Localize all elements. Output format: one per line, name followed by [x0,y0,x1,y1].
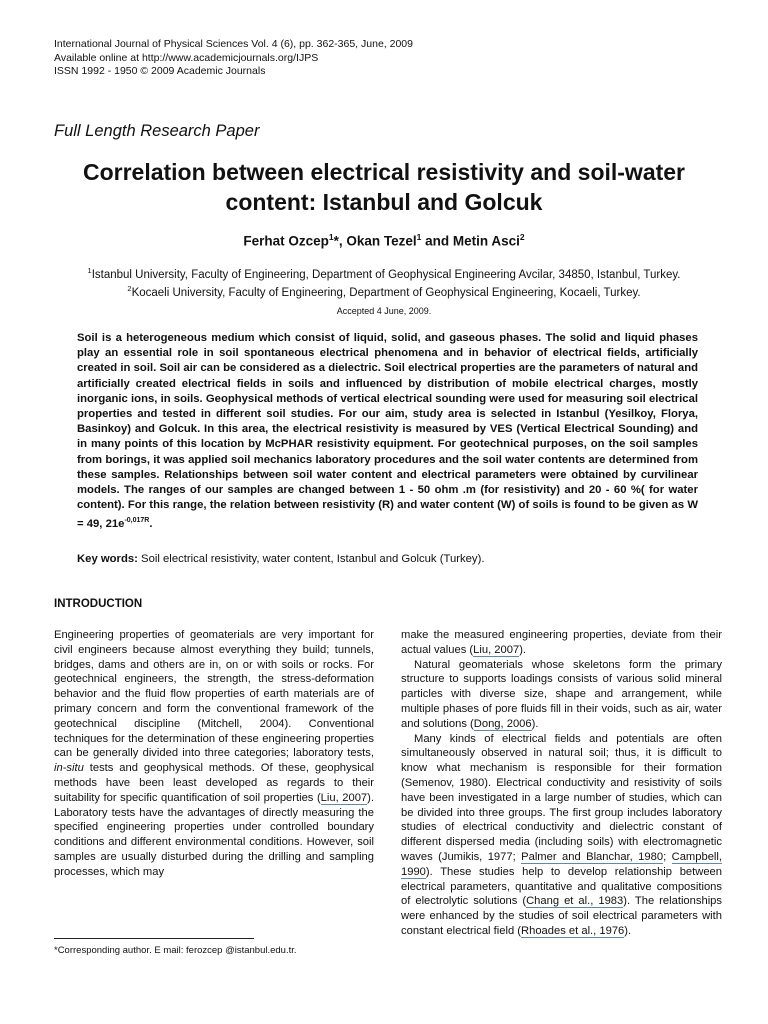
citation-link[interactable]: Liu, 2007 [320,791,368,804]
author-3: Metin Asci [452,233,520,249]
footnote: *Corresponding author. E mail: ferozcep @istanbul.edu.tr. [54,945,297,956]
paragraph [401,628,722,658]
abstract-text: Soil is a heterogeneous medium which consist of liquid, solid, and gaseous phases. The solid and liquid phases play an essential role in soil spontaneous electrical phenomena and in behavior of electrical fields, artificially created in soil. Soil air can be considered as a dielectric. Soil electrical properties are the parameters of natural and artificially created electrical fields in soils and influenced by distribution of mobile electrical charges, mostly inorganic ions, in soils. Geophysical methods of vertical electrical sounding were used for measuring soil electrical properties and tested in different soil studies. For our aim, study area is selected in Istanbul (Yesilkoy, Florya, Basinkoy) and Golcuk. In this area, the electrical resistivity is measured by VES (Vertical Electrical Sounding) and in many points of this location by McPHAR resistivity equipment. For geotechnical purposes, on the soil samples from borings, it was applied soil mechanics laboratory procedures and the soil water contents are determined from these samples. Relationships between soil water content and electrical parameters were obtained by curvilinear models. The ranges of our samples are changed between 1 - 50 ohm .m (for resistivity) and 20 - 60 %( for water content). For this range, the relation between resistivity (R) and water content (W) of soils is found to be given as W = 49, 21e [77,332,698,531]
right-column [401,628,722,939]
text-run: ). [531,717,539,730]
author-conjunction: and [421,233,453,249]
title-line-1: Correlation between electrical resistivity and soil-water [82,159,686,185]
affiliation-1-text: Istanbul University, Faculty of Engineering, Department of Geophysical Engineering Avcilar, 34850, Istanbul, Turkey. [91,268,681,281]
citation-link[interactable]: Chang et al., 1983 [526,895,624,908]
author-1-affil: 1 [328,232,334,242]
section-heading-introduction: INTRODUCTION [54,598,143,610]
accepted-date: Accepted 4 June, 2009. [336,306,432,316]
citation-link[interactable]: Rhoades et al., 1976 [521,924,625,937]
author-3-affil: 2 [519,232,525,242]
affiliation-1-mark: 1 [87,266,92,275]
affiliation-2-mark: 2 [127,284,132,294]
author-1: Ferhat Ozcep [243,233,329,249]
text-run: Engineering properties of geomaterials are very important for civil engineers because almost everything they build; tunnels, bridges, dams and others are in, on or with soils or rocks. For geotechnical engineers, the strength, the stress-deformation behavior and the fluid flow properties of earth materials are of primary concern and form the conventional framework of the geotechnical discipline (Mitchell, 2004). Conventional techniques for the determination of these engineering properties can be generally divided into three categories; laboratory tests, [54,629,374,760]
affiliations [0,264,768,301]
paragraph [401,732,722,939]
journal-issn: ISSN 1992 - 1950 © 2009 Academic Journals [54,65,266,77]
text-run: Natural geomaterials whose skeletons form the primary structure to supports loadings consists of various solid mineral particles with diverse size, shape and arrangement, while multiple phases of pore fluids fill in their voids, such as air, water and solutions ( [401,658,722,730]
paper-type: Full Length Research Paper [54,122,260,140]
abstract [77,331,698,532]
paragraph [54,628,374,880]
journal-citation: International Journal of Physical Sciences Vol. 4 (6), pp. 362-365, June, 2009 [54,38,413,50]
text-run: ). These studies help to develop relationship between electrical parameters, quantitative and qualitative compositions of electrolytic solutions ( [401,865,722,908]
paragraph [401,658,722,732]
text-run: tests and geophysical methods. Of these, geophysical methods have been least developed as regards to their suitability for specific quantification of soil properties ( [54,762,374,804]
text-run: Many kinds of electrical fields and potentials are often simultaneously observed in natural soil; thus, it is difficult to know what mechanism is responsible for their formation (Semenov, 1980). Electrical conductivity and resistivity of soils have been investigated in a large number of studies, which can be divided into three groups. The first group includes laboratory studies of electrical conductivity and dielectric constant of different dispersed media (including soils) with electromagnetic waves (Jumikis, 1977; [401,732,722,863]
author-2-affil: 1 [416,232,422,242]
text-run: ; [663,850,672,863]
text-run: ). [519,643,527,656]
title-line-2: content: Istanbul and Golcuk [225,189,543,215]
footnote-divider [54,938,254,939]
abstract-exponent: -0,017R [124,517,150,525]
keywords-text: Soil electrical resistivity, water content, Istanbul and Golcuk (Turkey). [137,553,485,565]
journal-header [54,38,413,79]
keywords-label: Key words: [77,553,138,565]
citation-link[interactable]: Palmer and Blanchar, 1980 [521,850,664,863]
affiliation-2-text: Kocaeli University, Faculty of Engineering, Department of Geophysical Engineering, Kocaeli, Turkey. [131,287,641,300]
italic-term: in-situ [54,762,84,775]
keywords [77,553,698,565]
affiliation-2 [0,282,768,300]
citation-link[interactable]: Campbell, 1990 [401,850,722,878]
left-column [54,628,374,880]
author-list [0,232,768,249]
citation-link[interactable]: Liu, 2007 [473,643,520,656]
text-run: ). Laboratory tests have the advantages of directly measuring the specified engineering properties under controlled boundary conditions and different environmental conditions. However, soil samples are usually disturbed during the drilling and sampling processes, which may [54,791,374,878]
text-run: make the measured engineering properties, deviate from their actual values ( [401,629,722,656]
journal-url: Available online at http://www.academicjournals.org/IJPS [54,51,319,64]
corresponding-mark: *, [333,233,347,249]
paper-title [40,157,728,217]
text-run: ). The relationships were enhanced by the studies of soil electrical parameters with constant electrical field ( [401,895,722,937]
citation-link[interactable]: Dong, 2006 [473,717,532,730]
affiliation-1 [0,264,768,282]
abstract-end: . [149,518,153,531]
author-2: Okan Tezel [346,233,417,249]
text-run: ). [624,924,632,937]
